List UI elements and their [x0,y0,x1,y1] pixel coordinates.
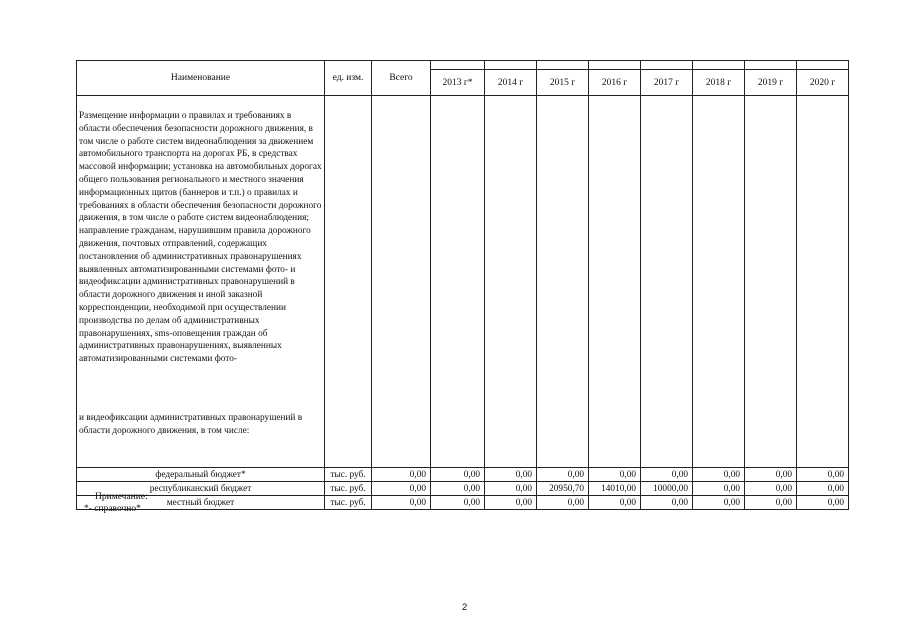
description-text: Размещение информации о правилах и требованиях в области обеспечения безопасности дорожного движения, в том числе о работе систем видеонаблюдения за движением автомобильного транспорта на дорогах РБ, в средствах массовой информации; установка на автомобильных дорогах общего пользования регионального и местного значения информационных щитов (баннеров и т.п.) о правилах и требованиях в области обеспечения безопасности дорожного движения, в том числе о работе систем видеонаблюдения; направление гражданам, нарушившим правила дорожного движения, почтовых отправлений, содержащих постановления об административных правонарушениях выявленных автоматизированными системами фото- и видеофиксации административных правонарушений в области дорожного движения и иной заказной корреспонденции, необходимой при осуществлении производства по делам об административных правонарушениях, sms-оповещения граждан об административных правонарушениях, выявленных автоматизированными системами фото- [79,111,322,365]
header-unit: ед. изм. [325,61,372,96]
table-row [77,496,849,510]
row-value: 0,00 [693,482,745,496]
row-value: 0,00 [641,468,693,482]
row-value: 0,00 [797,496,849,510]
row-value: 0,00 [431,496,485,510]
row-value: 0,00 [589,468,641,482]
header-year: 2020 г [797,70,849,96]
row-value: 0,00 [745,468,797,482]
header-year: 2015 г [537,70,589,96]
row-unit: тыс. руб. [325,468,372,482]
row-value: 14010,00 [589,482,641,496]
description-text-continued: и видеофиксации административных правонарушений в области дорожного движения, в том числе: [79,413,303,436]
header-year: 2019 г [745,70,797,96]
row-value: 20950,70 [537,482,589,496]
row-value: 0,00 [797,468,849,482]
table-row [77,482,849,496]
description-cell [77,96,325,468]
header-year: 2018 г [693,70,745,96]
budget-table [76,60,849,510]
row-name: местный бюджет [77,496,325,510]
page-number: 2 [462,602,468,613]
row-value: 0,00 [797,482,849,496]
row-value: 0,00 [745,496,797,510]
header-year: 2017 г [641,70,693,96]
row-value: 0,00 [431,482,485,496]
description-row [77,96,849,468]
row-value: 0,00 [431,468,485,482]
table-row [77,468,849,482]
row-total: 0,00 [372,496,431,510]
row-value: 0,00 [485,468,537,482]
row-value: 0,00 [641,496,693,510]
header-name: Наименование [77,61,325,96]
row-value: 0,00 [485,482,537,496]
header-year: 2014 г [485,70,537,96]
note-line: *- справочно* [84,504,141,514]
row-value: 0,00 [693,496,745,510]
row-value: 0,00 [589,496,641,510]
row-name: федеральный бюджет* [77,468,325,482]
header-top-row [77,61,849,70]
header-year: 2016 г [589,70,641,96]
row-total: 0,00 [372,482,431,496]
row-value: 0,00 [537,468,589,482]
header-total: Всего [372,61,431,96]
row-value: 10000,00 [641,482,693,496]
row-name: республиканский бюджет [77,482,325,496]
row-value: 0,00 [537,496,589,510]
row-unit: тыс. руб. [325,496,372,510]
row-total: 0,00 [372,468,431,482]
row-value: 0,00 [485,496,537,510]
note-title: Примечание: [95,492,148,502]
row-value: 0,00 [745,482,797,496]
row-value: 0,00 [693,468,745,482]
header-year: 2013 г* [431,70,485,96]
row-unit: тыс. руб. [325,482,372,496]
